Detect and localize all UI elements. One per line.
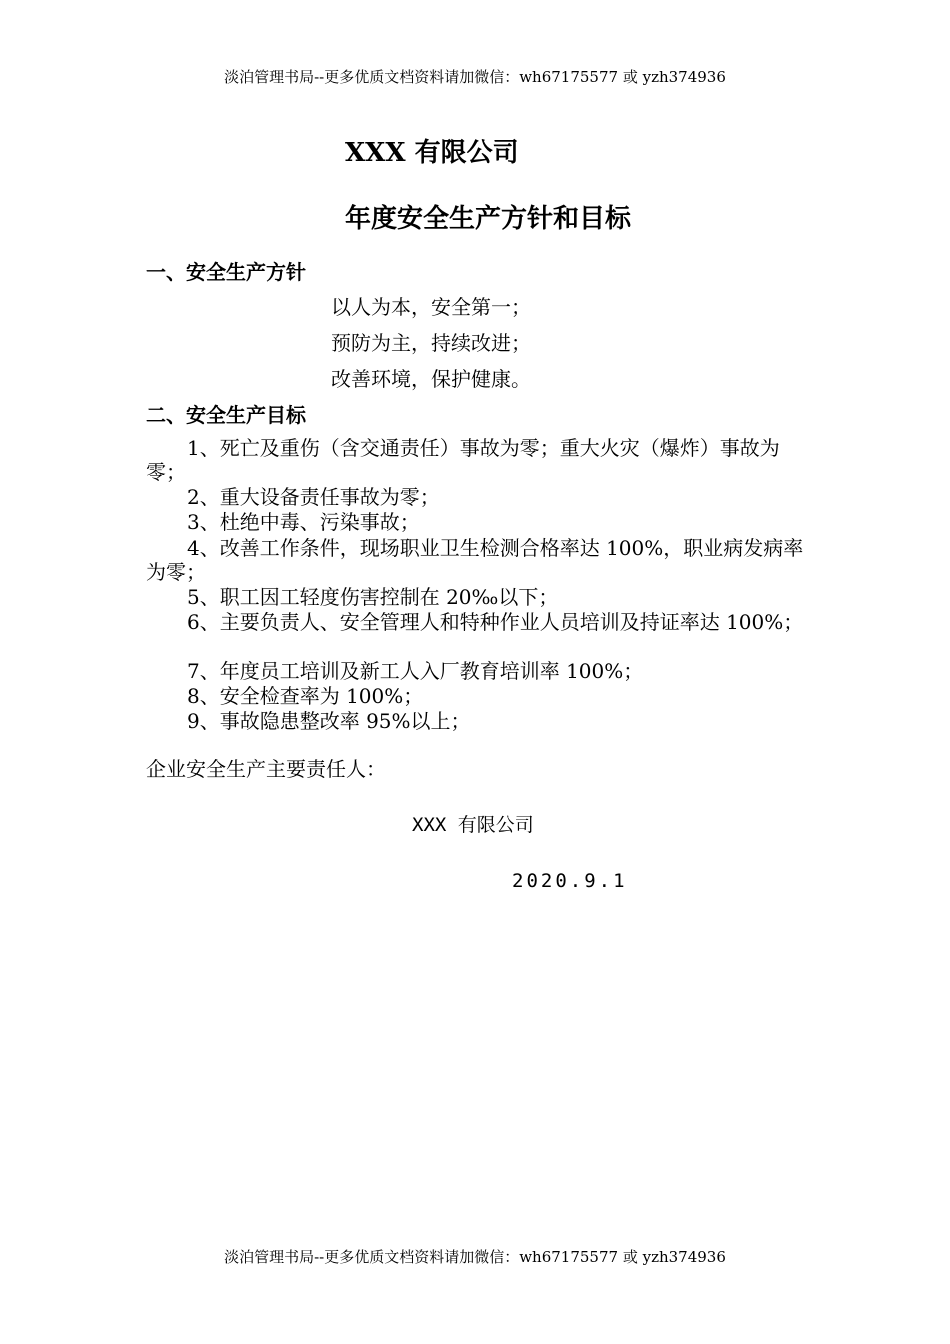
responsible-person-label: 企业安全生产主要责任人： bbox=[146, 757, 386, 781]
section-heading-policy: 一、安全生产方针 bbox=[146, 260, 306, 284]
goal-item: 6、主要负责人、安全管理人和特种作业人员培训及持证率达 100%； bbox=[187, 610, 804, 634]
goal-item: 8、安全检查率为 100%； bbox=[187, 684, 424, 708]
policy-motto: 改善环境，保护健康。 bbox=[331, 367, 531, 391]
goal-item: 5、职工因工轻度伤害控制在 20‰以下； bbox=[187, 585, 559, 609]
page-footer: 淡泊管理书局--更多优质文档资料请加微信：wh67175577 或 yzh374936 bbox=[224, 1248, 726, 1266]
document-title: 年度安全生产方针和目标 bbox=[345, 204, 632, 234]
policy-motto: 以人为本，安全第一； bbox=[331, 295, 531, 319]
goal-item: 3、杜绝中毒、污染事故； bbox=[187, 510, 420, 534]
section-heading-goals: 二、安全生产目标 bbox=[146, 403, 306, 427]
policy-motto: 预防为主，持续改进； bbox=[331, 331, 531, 355]
signature-company: XXX 有限公司 bbox=[412, 814, 534, 836]
goal-item: 9、事故隐患整改率 95%以上； bbox=[187, 709, 471, 733]
goal-item: 4、改善工作条件，现场职业卫生检测合格率达 100%，职业病发病率为零； bbox=[146, 536, 804, 584]
company-title: XXX 有限公司 bbox=[345, 138, 519, 168]
goal-item: 1、死亡及重伤（含交通责任）事故为零；重大火灾（爆炸）事故为零； bbox=[146, 436, 780, 484]
goal-item: 2、重大设备责任事故为零； bbox=[187, 485, 440, 509]
signature-date: 2020.9.1 bbox=[512, 870, 628, 892]
page-header: 淡泊管理书局--更多优质文档资料请加微信：wh67175577 或 yzh374936 bbox=[224, 68, 726, 86]
goal-item: 7、年度员工培训及新工人入厂教育培训率 100%； bbox=[187, 659, 644, 683]
